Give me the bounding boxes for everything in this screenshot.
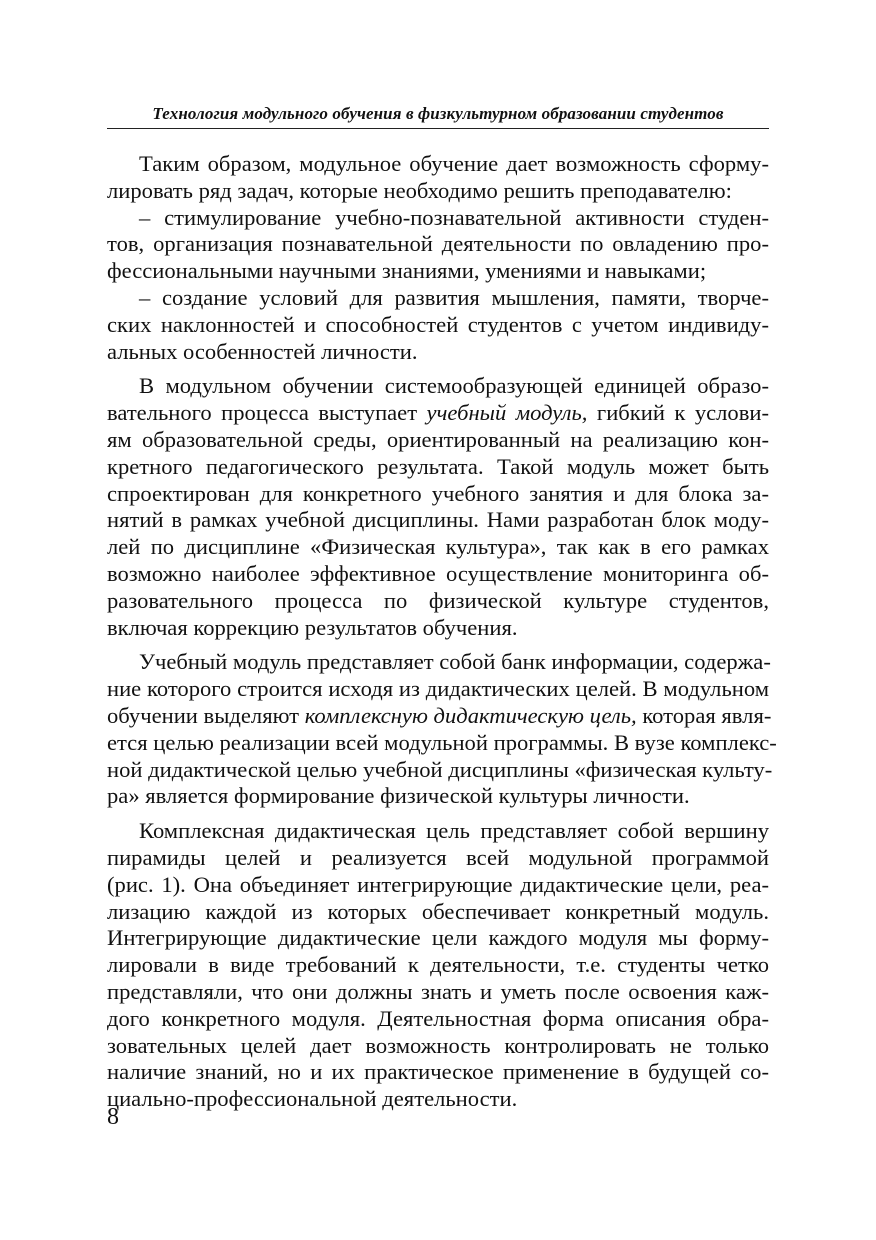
text-line: В модульном обучении системообразующей единицей образо- (139, 373, 769, 399)
text-line: нятий в рамках учебной дисциплины. Нами разработан блок моду- (107, 507, 769, 533)
text-line: альных особенностей личности. (107, 338, 418, 364)
text-line: Таким образом, модульное обучение дает возможность сформу- (139, 151, 769, 176)
text-line: наличие знаний, но и их практическое применение в будущей со- (107, 1059, 769, 1085)
text-line: ра» является формирование физической культуры личности. (107, 783, 690, 809)
text-line: пирамиды целей и реализуется всей модульной программой (107, 844, 769, 870)
text-line: лировали в виде требований к деятельности, т.е. студенты четко (107, 952, 769, 978)
text-run: которая явля- (636, 702, 772, 728)
text-run: вательного процесса выступает (107, 400, 427, 426)
paragraph (107, 818, 769, 1113)
text-line: тов, организация познавательной деятельности по овладению про- (107, 231, 769, 257)
text-run: гибкий к услови- (587, 400, 769, 426)
running-title: Технология модульного обучения в физкультурном образовании студентов (152, 104, 724, 123)
text-line: возможно наиболее эффективное осуществление мониторинга об- (107, 560, 769, 586)
paragraph (107, 649, 777, 810)
text-line: ям образовательной среды, ориентированный на реализацию кон- (107, 426, 769, 452)
text-line: – стимулирование учебно-познавательной активности студен- (139, 204, 769, 230)
text-line (107, 702, 772, 730)
paragraph (107, 285, 769, 365)
text-line: Комплексная дидактическая цель представляет собой вершину (139, 818, 769, 844)
text-line: зовательных целей дает возможность контролировать не только (107, 1032, 769, 1058)
text-line: лизацию каждой из которых обеспечивает конкретный модуль. (107, 898, 769, 924)
text-run: обучении выделяют (107, 702, 305, 728)
text-line: ние которого строится исходя из дидактических целей. В модульном (107, 676, 769, 702)
text-line: разовательного процесса по физической культуре студентов, (107, 587, 769, 613)
text-line: циально-профессиональной деятельности. (107, 1086, 518, 1112)
text-line (107, 400, 769, 427)
text-line: фессиональными научными знаниями, умениями и навыками; (107, 258, 707, 284)
text-line: лировать ряд задач, которые необходимо решить преподавателю: (107, 177, 732, 203)
paragraph (107, 151, 769, 205)
running-header (107, 104, 769, 129)
text-line: кретного педагогического результата. Такой модуль может быть (107, 453, 769, 479)
emphasized-term: комплексную дидактическую цель, (304, 702, 637, 728)
text-line: Интегрирующие дидактические цели каждого модуля мы форму- (107, 925, 769, 951)
text-line: – создание условий для развития мышления, памяти, творче- (139, 284, 769, 310)
page-number: 8 (107, 1104, 119, 1130)
text-line: Учебный модуль представляет собой банк информации, содержа- (139, 649, 771, 675)
paragraph (107, 205, 769, 285)
text-line: представляли, что они должны знать и уметь после освоения каж- (107, 978, 769, 1004)
text-line: спроектирован для конкретного учебного занятия и для блока за- (107, 480, 769, 506)
text-line: ских наклонностей и способностей студентов с учетом индивиду- (107, 311, 769, 337)
text-line: (рис. 1). Она объединяет интегрирующие дидактические цели, реа- (107, 871, 769, 897)
text-line: лей по дисциплине «Физическая культура», так как в его рамках (107, 534, 769, 560)
text-line: дого конкретного модуля. Деятельностная форма описания обра- (107, 1005, 769, 1031)
emphasized-term: учебный модуль, (426, 400, 588, 426)
body-text (107, 151, 777, 1113)
paragraph (107, 373, 769, 641)
text-line: включая коррекцию результатов обучения. (107, 614, 518, 640)
text-line: ной дидактической целью учебной дисциплины «физическая культу- (107, 756, 773, 782)
text-line: ется целью реализации всей модульной программы. В вузе комплекс- (107, 729, 777, 755)
